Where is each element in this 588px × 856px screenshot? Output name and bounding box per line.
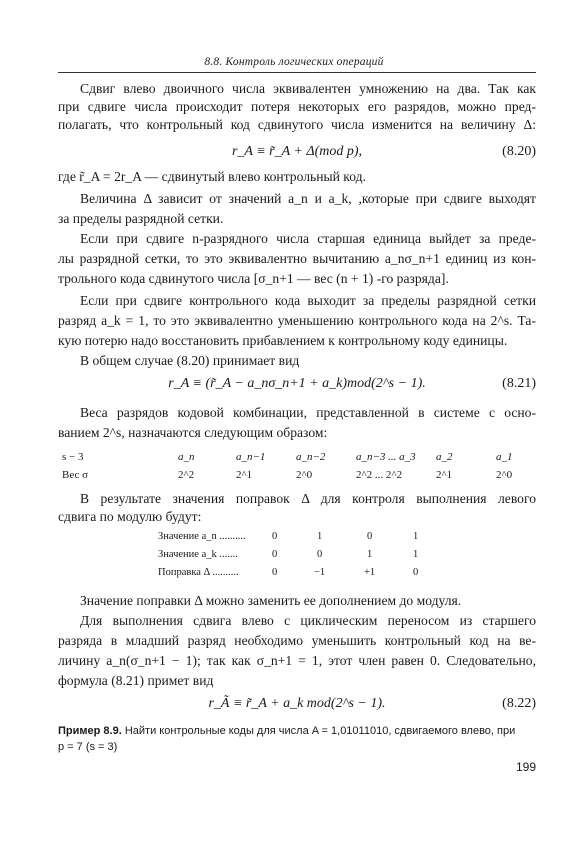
equation-body: r_A ≡ (r̃_A − a_nσ_n+1 + a_k)mod(2^s − 1).	[168, 376, 426, 391]
equation-number: (8.21)	[502, 376, 536, 391]
table-cell: 0	[272, 549, 278, 560]
text-line: полагать, что контрольный код сдвинутого числа изменится на величину Δ:	[58, 117, 536, 132]
table-cell: 0	[317, 549, 323, 560]
example-label: Пример 8.9.	[58, 725, 122, 737]
text-line: Для выполнения сдвига влево с циклическим переносом из старшего	[80, 613, 536, 628]
equation-body: r_A ≡ r̃_A + Δ(mod p),	[231, 144, 363, 159]
table-cell: 2^1	[236, 469, 253, 481]
example-line: p = 7 (s = 3)	[58, 741, 118, 753]
text-line: кую потерю надо восстановить прибавлением к контрольному коду единицы.	[58, 333, 508, 348]
table-row-label: s − 3	[62, 451, 84, 463]
equation-8-22	[58, 694, 536, 714]
table-cell: 0	[272, 531, 278, 542]
text-line: Если при сдвиге контрольного кода выходит за пределы разрядной сетки	[80, 293, 536, 308]
table-row-label: Значение a_n ..........	[158, 531, 246, 542]
text-line: Веса разрядов кодовой комбинации, представленной в системе с осно-	[80, 405, 536, 420]
table-cell: a_1	[496, 451, 513, 463]
text-line: при сдвиге числа происходит потеря некоторых его разрядов, можно пред-	[58, 99, 536, 114]
text-line: формула (8.21) примет вид	[58, 673, 214, 688]
text-line: ванием 2^s, назначаются следующим образом:	[58, 425, 328, 440]
text-line: разряда в младший разряд необходимо уменьшить контрольный код на ве-	[58, 633, 536, 648]
weights-table	[58, 450, 536, 484]
text-line: Значение поправки Δ можно заменить ее дополнением до модуля.	[80, 593, 462, 608]
example-line	[58, 724, 536, 739]
table-cell: −1	[314, 567, 326, 578]
table-cell: 2^1	[436, 469, 453, 481]
running-title: 8.8. Контроль логических операций	[204, 56, 384, 68]
table-row-label: Вес σ	[62, 469, 89, 481]
text-line: лы разрядной сетки, то это эквивалентно вычитанию a_nσ_n+1 единиц из кон-	[58, 251, 536, 266]
table-cell: 1	[413, 549, 419, 560]
text-line: где r̃_A = 2r_A — сдвинутый влево контрольный код.	[58, 169, 366, 184]
text-line: Величина Δ зависит от значений a_n и a_k, ,которые при сдвиге выходят	[80, 191, 536, 206]
example-text: Найти контрольные коды для числа A = 1,01011010, сдвигаемого влево, при	[124, 725, 516, 737]
text-line: за пределы разрядной сетки.	[58, 211, 224, 226]
equation-8-20	[58, 142, 536, 162]
table-cell: 2^2	[178, 469, 195, 481]
table-cell: a_n	[178, 451, 195, 463]
table-cell: 0	[272, 567, 278, 578]
table-cell: 1	[413, 531, 419, 542]
table-row-label: Значение a_k .......	[158, 549, 238, 560]
table-cell: 0	[367, 531, 373, 542]
table-cell: a_n−3 ... a_3	[356, 451, 416, 463]
equation-number: (8.22)	[502, 696, 536, 711]
table-cell: +1	[364, 567, 376, 578]
equation-body: r_Ã ≡ r̃_A + a_k mod(2^s − 1).	[208, 696, 386, 711]
text-line: разряд a_k = 1, то это эквивалентно уменьшению контрольного кода на 2^s. Та-	[58, 313, 536, 328]
table-cell: a_n−2	[296, 451, 326, 463]
table-cell: 0	[413, 567, 419, 578]
equation-number: (8.20)	[502, 144, 536, 159]
text-line: В общем случае (8.20) принимает вид	[80, 353, 300, 368]
text-line: личину a_n(σ_n+1 − 1); так как σ_n+1 = 1, этот член равен 0. Следовательно,	[58, 653, 536, 668]
text-line: В результате значения поправок Δ для контроля выполнения левого	[80, 491, 536, 506]
text-line: трольного кода сдвинутого числа [σ_n+1 — вес (n + 1) -го разряда].	[58, 271, 449, 286]
text-line: Если при сдвиге n-разрядного числа старшая единица выйдет за преде-	[80, 231, 536, 246]
table-cell: a_n−1	[236, 451, 266, 463]
table-cell: 2^0	[296, 469, 313, 481]
table-cell: 2^0	[496, 469, 513, 481]
text-line: сдвига по модулю будут:	[58, 509, 202, 524]
table-cell: 1	[367, 549, 373, 560]
table-cell: a_2	[436, 451, 453, 463]
equation-8-21	[58, 374, 536, 394]
text-line: Сдвиг влево двоичного числа эквивалентен умножению на два. Так как	[80, 81, 536, 96]
table-cell: 1	[317, 531, 323, 542]
table-row-label: Поправка Δ ..........	[158, 567, 239, 578]
page-number: 199	[515, 760, 536, 774]
header-rule	[58, 72, 536, 73]
table-cell: 2^2 ... 2^2	[356, 469, 403, 481]
corrections-table	[130, 530, 430, 586]
